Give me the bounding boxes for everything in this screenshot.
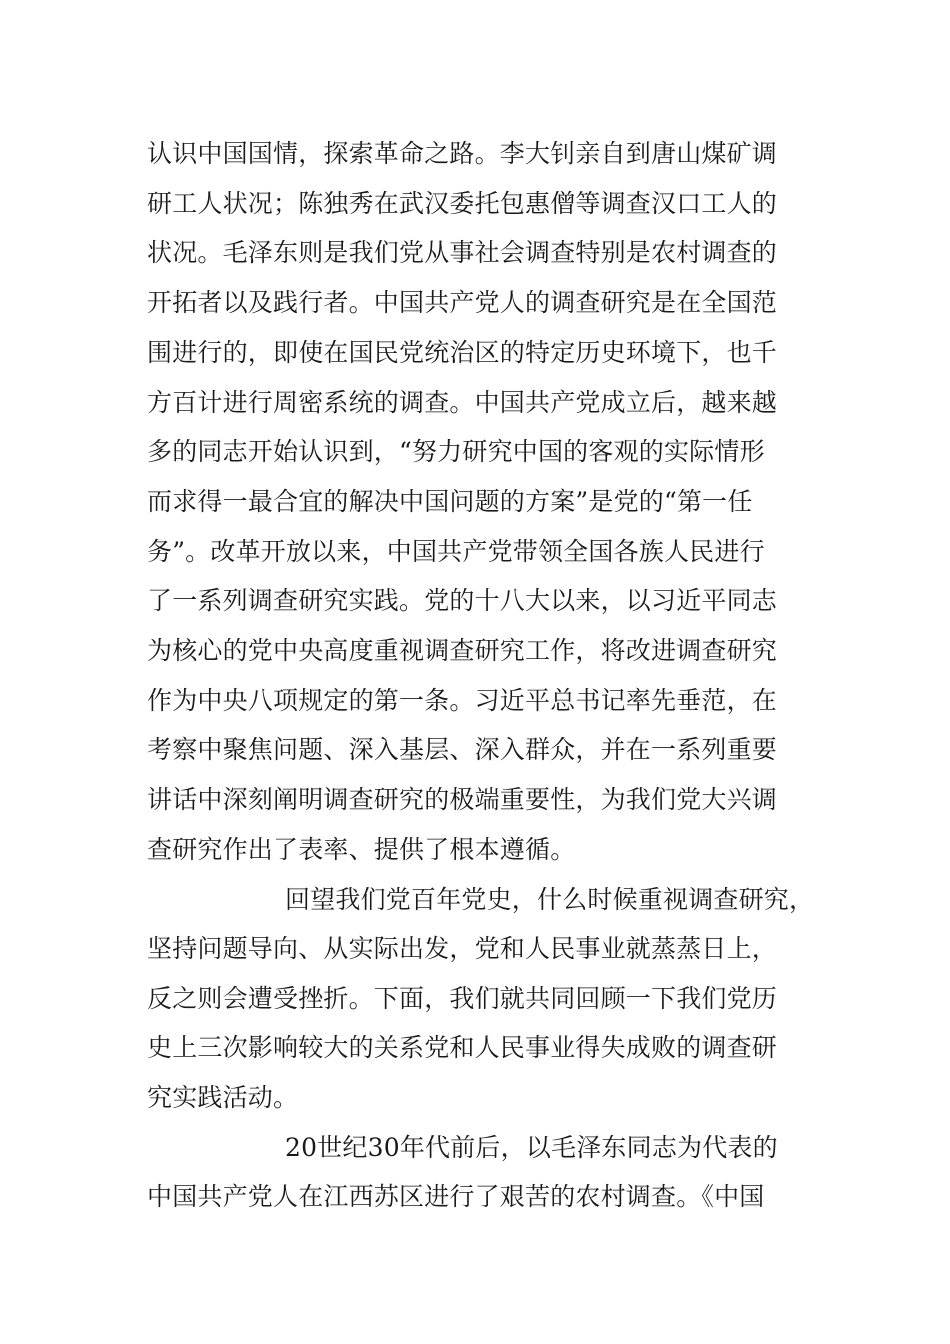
text-line: 而求得一最合宜的解决中国问题的方案”是党的“第一任 (147, 487, 753, 516)
text-line: 务”。改革开放以来，中国共产党带领全国各族人民进行 (147, 537, 765, 566)
text-line: 中国共产党人在江西苏区进行了艰苦的农村调查。《中国 (147, 1182, 765, 1211)
text-line: 为核心的党中央高度重视调查研究工作，将改进调查研究 (147, 636, 778, 665)
text-line: 方百计进行周密系统的调查。中国共产党成立后，越来越 (147, 388, 778, 417)
text-line: 围进行的，即使在国民党统治区的特定历史环境下，也千 (147, 338, 778, 367)
text-line: 多的同志开始认识到，“努力研究中国的客观的实际情形 (147, 437, 765, 466)
text-line: 究实践活动。 (147, 1083, 299, 1112)
paragraph-first-line: 回望我们党百年党史，什么时候重视调查研究， (285, 885, 815, 914)
text-line: 查研究作出了表率、提供了根本遵循。 (147, 835, 576, 864)
text-line: 反之则会遭受挫折。下面，我们就共同回顾一下我们党历 (147, 984, 778, 1013)
text-line: 作为中央八项规定的第一条。习近平总书记率先垂范，在 (147, 686, 778, 715)
text-line: 认识中国国情，探索革命之路。李大钊亲自到唐山煤矿调 (147, 139, 778, 168)
text-line: 讲话中深刻阐明调查研究的极端重要性，为我们党大兴调 (147, 785, 778, 814)
text-line: 开拓者以及践行者。中国共产党人的调查研究是在全国范 (147, 288, 778, 317)
text-line: 了一系列调查研究实践。党的十八大以来，以习近平同志 (147, 586, 778, 615)
paragraph-first-line: 20世纪30年代前后，以毛泽东同志为代表的 (285, 1133, 778, 1162)
text-line: 史上三次影响较大的关系党和人民事业得失成败的调查研 (147, 1033, 778, 1062)
text-line: 状况。毛泽东则是我们党从事社会调查特别是农村调查的 (147, 238, 778, 267)
text-line: 坚持问题导向、从实际出发，党和人民事业就蒸蒸日上， (147, 934, 778, 963)
text-line: 研工人状况；陈独秀在武汉委托包惠僧等调查汉口工人的 (147, 189, 778, 218)
text-line: 考察中聚焦问题、深入基层、深入群众，并在一系列重要 (147, 735, 778, 764)
